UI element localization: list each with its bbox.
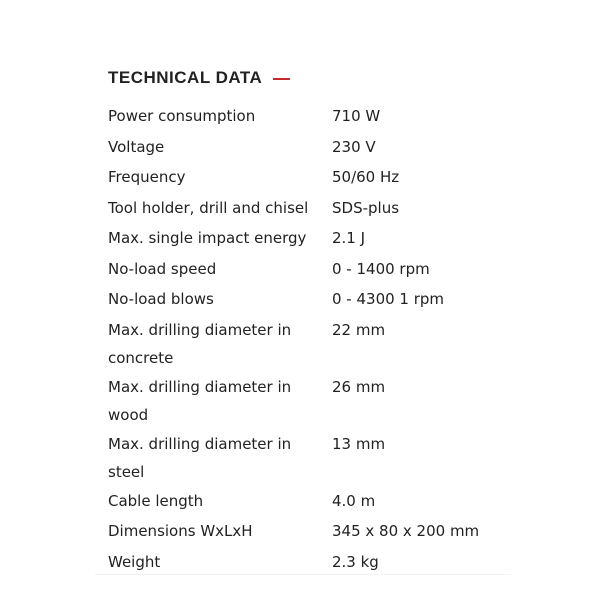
spec-row-tool-holder <box>95 194 510 225</box>
spec-row-no-load-blows <box>95 285 510 316</box>
spec-row-no-load-speed <box>95 255 510 286</box>
spec-row-drilling-wood <box>95 373 510 430</box>
spec-row-drilling-concrete <box>95 316 510 373</box>
spec-label: Tool holder, drill and chisel <box>108 198 309 217</box>
spec-table <box>95 102 510 578</box>
divider <box>95 574 510 575</box>
spec-label: Max. single impact energy <box>108 229 307 247</box>
spec-value: 26 mm <box>332 377 386 396</box>
spec-value: 230 V <box>332 137 376 156</box>
spec-label: Cable length <box>108 491 204 510</box>
spec-value: 13 mm <box>332 434 386 453</box>
spec-label: Frequency <box>108 168 186 186</box>
spec-value: 2.1 J <box>332 229 366 247</box>
spec-value: 0 - 4300 1 rpm <box>332 290 445 308</box>
spec-value: 0 - 1400 rpm <box>332 259 430 278</box>
spec-row-impact-energy <box>95 224 510 255</box>
spec-value: 2.3 kg <box>332 552 379 571</box>
spec-label: Max. drilling diameter in concrete <box>108 320 292 367</box>
spec-label: Max. drilling diameter in steel <box>108 434 292 481</box>
spec-row-power-consumption <box>95 102 510 133</box>
spec-row-cable-length <box>95 487 510 518</box>
spec-value: 345 x 80 x 200 mm <box>332 522 480 540</box>
spec-label: No-load speed <box>108 259 217 278</box>
spec-value: 4.0 m <box>332 491 376 510</box>
section-title: TECHNICAL DATA <box>108 68 263 87</box>
spec-row-drilling-steel <box>95 430 510 487</box>
spec-value: SDS-plus <box>332 198 400 217</box>
spec-label: No-load blows <box>108 290 214 308</box>
spec-value: 50/60 Hz <box>332 168 400 186</box>
section-heading <box>95 58 510 98</box>
spec-label: Dimensions WxLxH <box>108 522 253 540</box>
spec-value: 22 mm <box>332 320 386 339</box>
spec-row-dimensions <box>95 517 510 548</box>
spec-label: Power consumption <box>108 107 256 125</box>
spec-label: Max. drilling diameter in wood <box>108 377 292 424</box>
technical-data-sheet <box>95 58 510 578</box>
spec-row-frequency <box>95 163 510 194</box>
spec-row-voltage <box>95 133 510 164</box>
accent-dash <box>273 78 290 80</box>
spec-value: 710 W <box>332 107 381 125</box>
spec-label: Weight <box>108 552 161 571</box>
spec-label: Voltage <box>108 137 165 156</box>
